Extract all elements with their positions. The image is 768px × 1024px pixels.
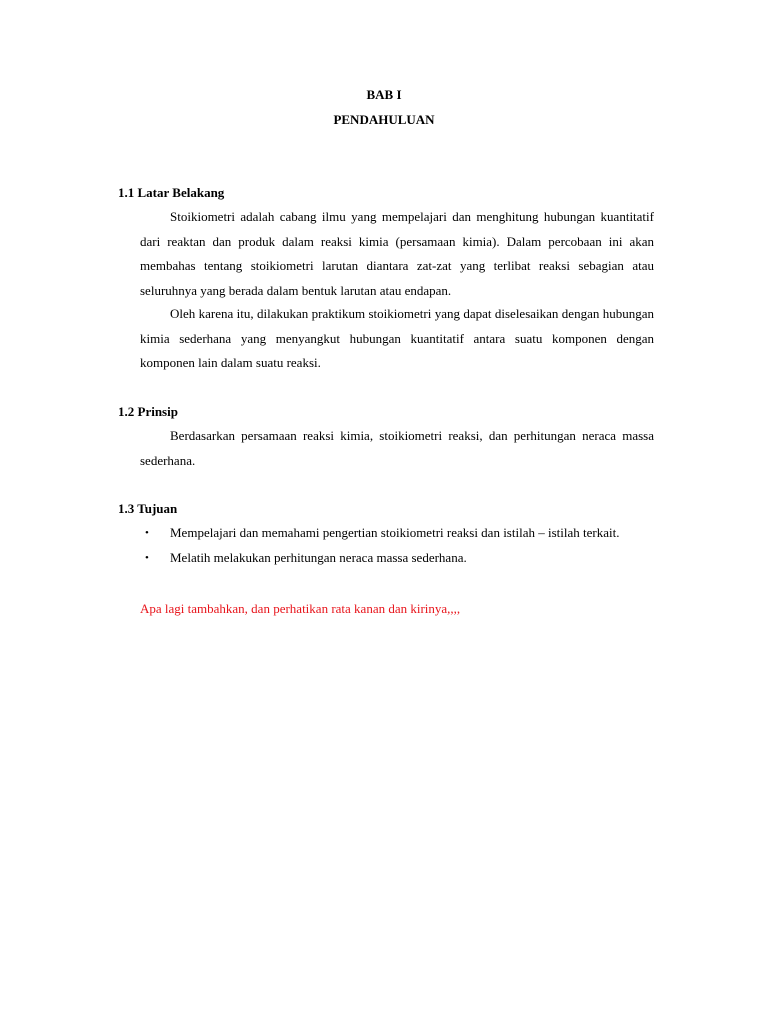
bullet-icon: • <box>145 527 149 539</box>
list-item <box>140 521 654 546</box>
list-item <box>140 546 654 571</box>
paragraph-latar-belakang-1: Stoikiometri adalah cabang ilmu yang mempelajari dan menghitung hubungan kuantitatif dari reaktan dan produk dalam reaksi kimia (persamaan kimia). Dalam percobaan ini akan membahas tentang stoikiometri larutan diantara zat-zat yang terlibat reaksi sebagian atau seluruhnya yang berada dalam bentuk larutan atau endapan. <box>140 209 654 298</box>
section-heading-tujuan: 1.3 Tujuan <box>118 501 178 516</box>
tujuan-list <box>140 521 654 570</box>
list-item-text: Mempelajari dan memahami pengertian stoikiometri reaksi dan istilah – istilah terkait. <box>170 525 620 540</box>
list-item-text: Melatih melakukan perhitungan neraca massa sederhana. <box>170 549 467 565</box>
chapter-title: PENDAHULUAN <box>333 112 435 127</box>
editor-note: Apa lagi tambahkan, dan perhatikan rata kanan dan kirinya,,,, <box>140 601 461 616</box>
chapter-number: BAB I <box>366 87 402 102</box>
paragraph-latar-belakang-2: Oleh karena itu, dilakukan praktikum stoikiometri yang dapat diselesaikan dengan hubungan kimia sederhana yang menyangkut hubungan kuantitatif antara suatu komponen dengan komponen lain dalam suatu reaksi. <box>140 306 654 370</box>
paragraph-prinsip: Berdasarkan persamaan reaksi kimia, stoikiometri reaksi, dan perhitungan neraca massa sederhana. <box>140 428 654 468</box>
section-heading-latar-belakang: 1.1 Latar Belakang <box>118 185 225 200</box>
bullet-icon: • <box>145 551 149 564</box>
section-heading-prinsip: 1.2 Prinsip <box>118 404 178 419</box>
